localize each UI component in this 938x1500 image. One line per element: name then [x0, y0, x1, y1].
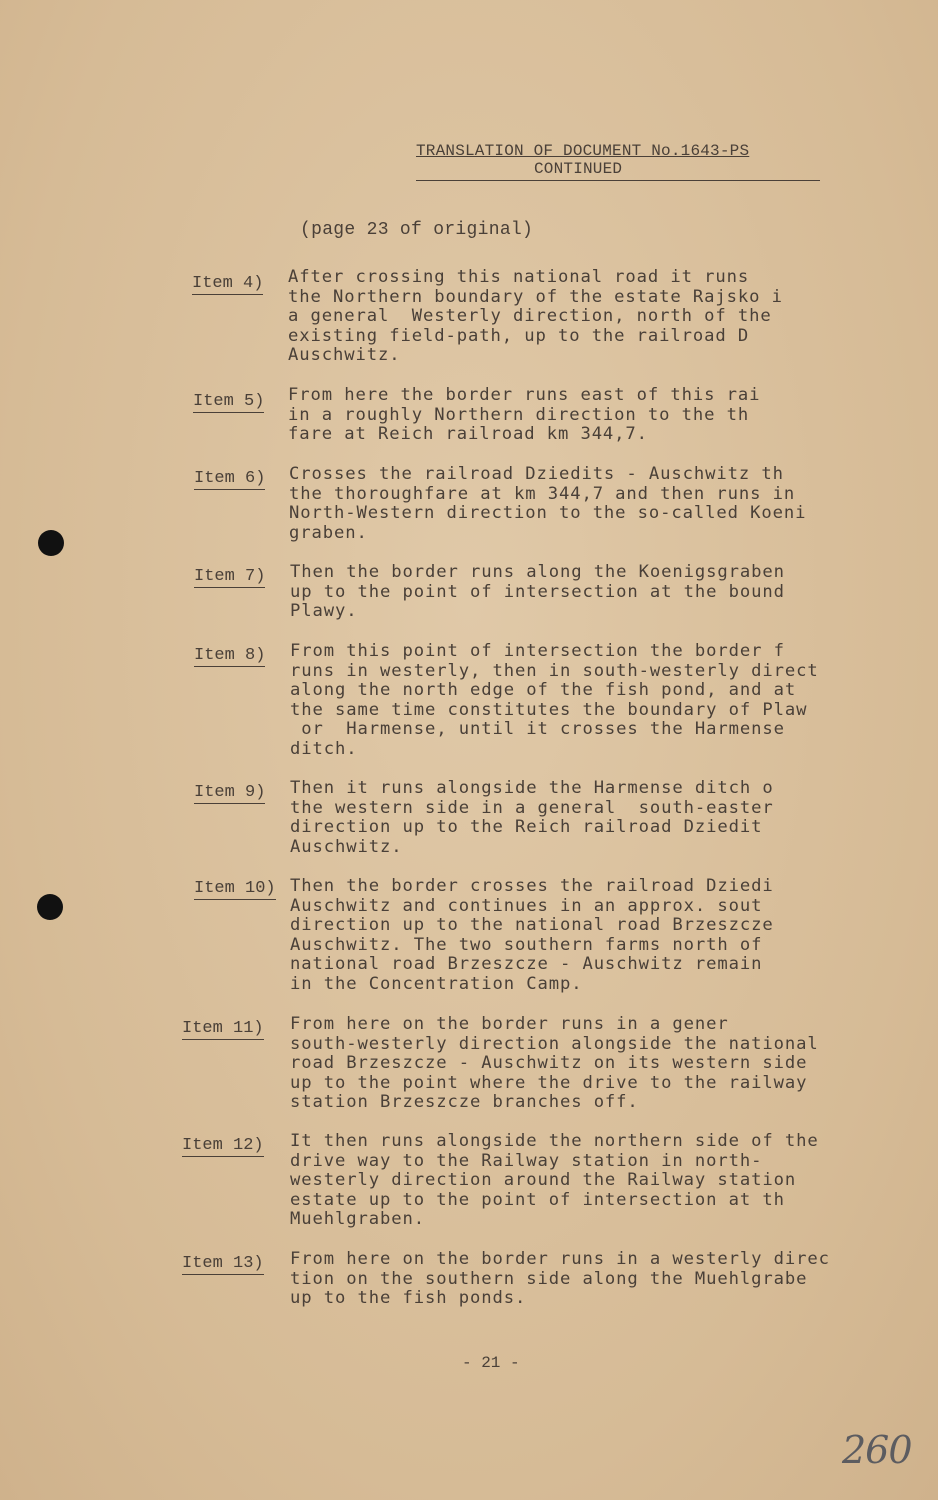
header-continued: CONTINUED	[416, 160, 820, 181]
item-label: Item 13)	[182, 1254, 264, 1273]
item-label: Item 11)	[182, 1019, 264, 1038]
item-text: Then it runs alongside the Harmense ditch o the western side in a general south-easter direction up to the Reich railroad Dziedit Auschwitz.	[290, 778, 774, 857]
item-label: Item 5)	[193, 392, 265, 411]
item-label: Item 7)	[194, 567, 266, 586]
item-text: Crosses the railroad Dziedits - Auschwitz th the thoroughfare at km 344,7 and then runs in North-Western direction to the so-called Koeni graben.	[289, 464, 807, 543]
item-text: Then the border crosses the railroad Dziedi Auschwitz and continues in an approx. sout direction up to the national road Brzeszcze Auschwitz. The two southern farms north of national road Brzeszcze - Auschwitz remain in the Concentration Camp.	[290, 876, 774, 994]
item-label: Item 4)	[192, 274, 264, 293]
page-reference: (page 23 of original)	[300, 220, 534, 240]
item-text: From this point of intersection the border f runs in westerly, then in south-westerly direct along the north edge of the fish pond, and at the same time constitutes the boundary of Plaw or Harmense, until it crosses the Harmense ditch.	[290, 641, 819, 759]
item-label: Item 12)	[182, 1136, 264, 1155]
item-text: From here the border runs east of this rai in a roughly Northern direction to the th fare at Reich railroad km 344,7.	[288, 385, 761, 445]
page-number: - 21 -	[462, 1354, 520, 1372]
item-text: From here on the border runs in a gener south-westerly direction alongside the national road Brzeszcze - Auschwitz on its western side up to the point where the drive to the railway station Brzeszcze branches off.	[290, 1014, 819, 1113]
handwritten-page-number: 260	[842, 1428, 912, 1472]
item-text: After crossing this national road it runs the Northern boundary of the estate Rajsko i a general Westerly direction, north of the existing field-path, up to the railroad D Auschwitz.	[288, 267, 783, 366]
item-text: It then runs alongside the northern side of the drive way to the Railway station in north- westerly direction around the Railway station estate up to the point of intersection at th Muehlgraben.	[290, 1131, 819, 1230]
header-title: TRANSLATION OF DOCUMENT No.1643-PS	[416, 142, 750, 160]
item-label: Item 8)	[194, 646, 266, 665]
punch-hole-bottom	[37, 894, 63, 920]
item-label: Item 9)	[194, 783, 266, 802]
document-header	[416, 142, 820, 181]
item-text: From here on the border runs in a westerly direc tion on the southern side along the Muehlgrabe up to the fish ponds.	[290, 1249, 830, 1309]
item-text: Then the border runs along the Koenigsgraben up to the point of intersection at the bound Plawy.	[290, 562, 785, 622]
item-label: Item 10)	[194, 879, 276, 898]
item-label: Item 6)	[194, 469, 266, 488]
punch-hole-top	[38, 530, 64, 556]
